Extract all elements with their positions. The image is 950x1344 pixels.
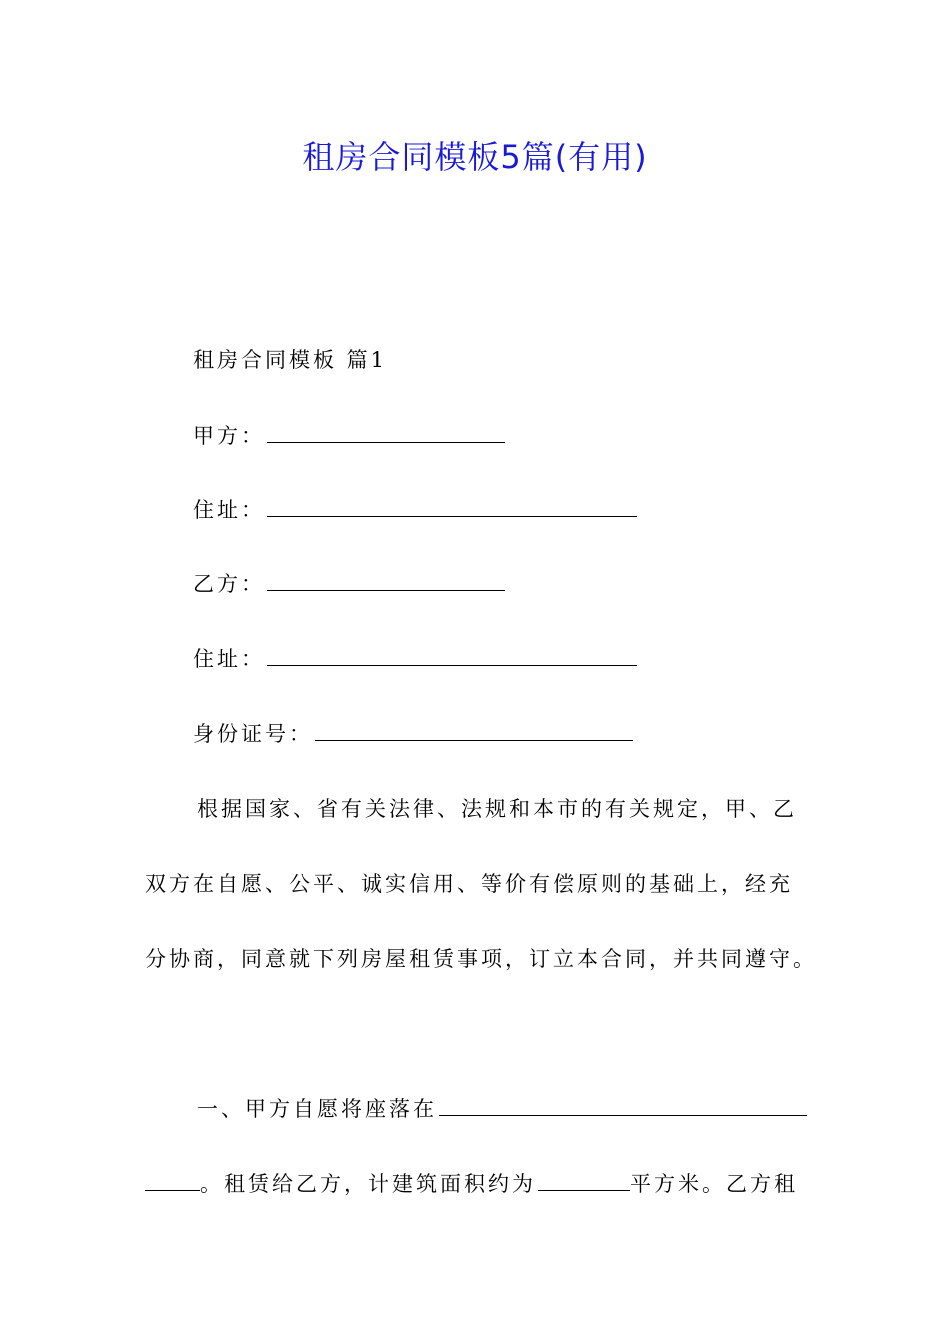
section-heading: 租房合同模板 篇1 xyxy=(193,348,388,372)
area-blank xyxy=(538,1170,630,1191)
location-blank-continued xyxy=(145,1170,200,1191)
address-1-label: 住址： xyxy=(193,498,265,522)
location-blank xyxy=(439,1095,807,1116)
address-1-blank xyxy=(267,496,637,517)
clause-1-line-1 xyxy=(197,1095,807,1123)
document-title: 租房合同模板5篇(有用) xyxy=(302,138,648,176)
party-a-blank xyxy=(267,422,505,443)
preamble-line-1: 根据国家、省有关法律、法规和本市的有关规定，甲、乙 xyxy=(197,797,797,821)
party-a-field xyxy=(193,422,505,450)
party-b-blank xyxy=(267,570,505,591)
id-number-blank xyxy=(315,720,633,741)
id-number-label: 身份证号： xyxy=(193,722,313,746)
clause-1-text-a: 一、甲方自愿将座落在 xyxy=(197,1097,437,1121)
clause-1-text-c: 平方米。乙方租 xyxy=(630,1172,798,1196)
address-1-field xyxy=(193,496,637,524)
address-2-field xyxy=(193,645,637,673)
clause-1-text-b: 。租赁给乙方，计建筑面积约为 xyxy=(200,1172,536,1196)
clause-1-line-2 xyxy=(145,1170,798,1198)
party-a-label: 甲方： xyxy=(193,424,265,448)
address-2-label: 住址： xyxy=(193,647,265,671)
preamble-line-3: 分协商，同意就下列房屋租赁事项，订立本合同，并共同遵守。 xyxy=(145,947,817,971)
address-2-blank xyxy=(267,645,637,666)
party-b-field xyxy=(193,570,505,598)
party-b-label: 乙方： xyxy=(193,572,265,596)
preamble-line-2: 双方在自愿、公平、诚实信用、等价有偿原则的基础上，经充 xyxy=(145,872,793,896)
id-number-field xyxy=(193,720,633,748)
